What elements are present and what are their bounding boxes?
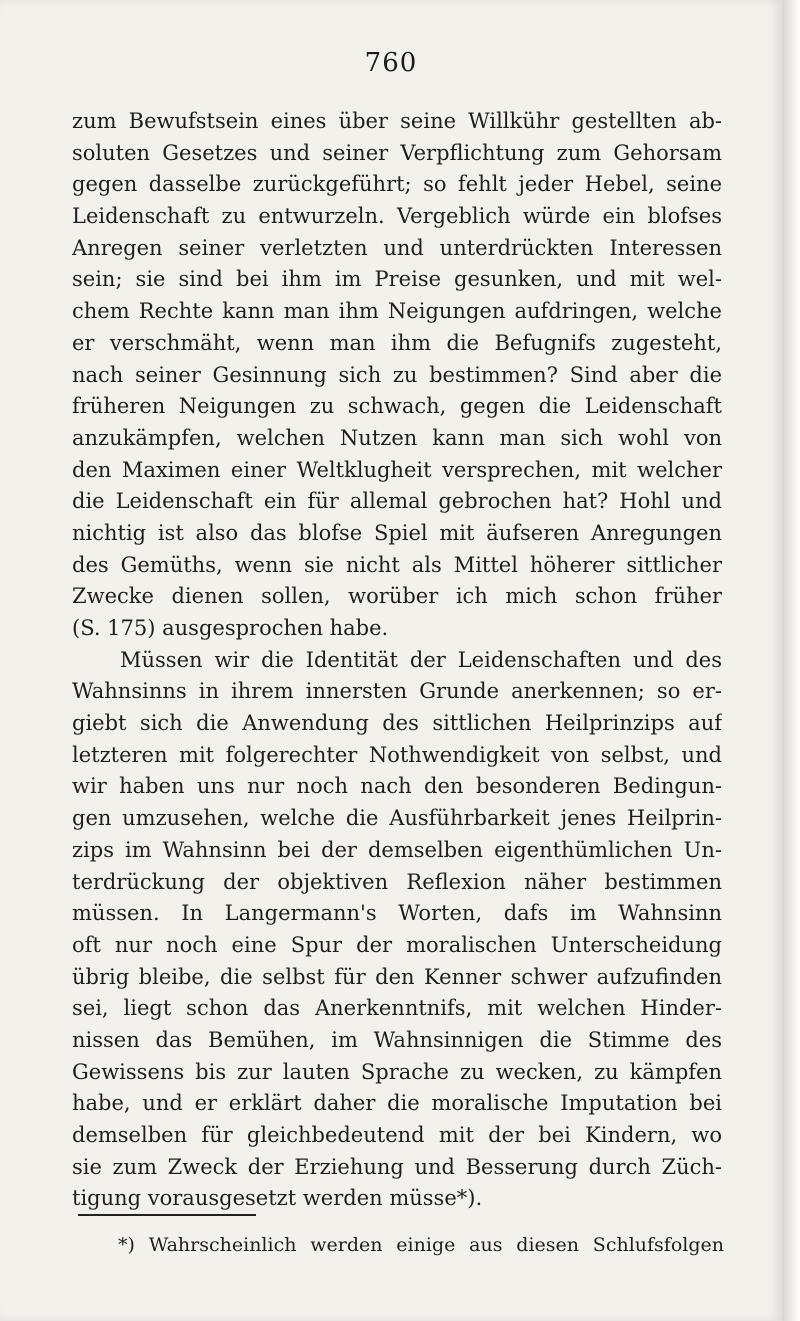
text-line: zum Bewufstsein eines über seine Willkühr gestellten ab-: [72, 109, 722, 133]
text-line: er verschmäht, wenn man ihm die Befugnifs zugesteht,: [72, 330, 722, 355]
text-line: nissen das Bemühen, im Wahnsinnigen die Stimme des: [72, 1027, 722, 1052]
text-line: zips im Wahnsinn bei der demselben eigenthümlichen Un-: [72, 837, 722, 862]
text-line: terdrückung der objektiven Reflexion näher bestimmen: [72, 869, 722, 894]
text-line: übrig bleibe, die selbst für den Kenner schwer aufzufinden: [72, 964, 722, 989]
text-line: den Maximen einer Weltklugheit versprechen, mit welcher: [72, 457, 722, 482]
text-line: soluten Gesetzes und seiner Verpflichtung zum Gehorsam: [72, 140, 722, 165]
footnote: *) Wahrscheinlich werden einige aus diesen Schlufsfolgen: [118, 1234, 724, 1256]
text-line: anzukämpfen, welchen Nutzen kann man sich wohl von: [72, 425, 722, 450]
text-line: demselben für gleichbedeutend mit der bei Kindern, wo: [72, 1123, 722, 1147]
text-line: wir haben uns nur noch nach den besonderen Bedingun-: [72, 774, 722, 799]
text-line: (S. 175) ausgesprochen habe.: [72, 616, 389, 640]
text-line: oft nur noch eine Spur der moralischen Unterscheidung: [72, 932, 722, 957]
text-line: Gewissens bis zur lauten Sprache zu wecken, zu kämpfen: [72, 1059, 722, 1084]
body-text: [72, 106, 722, 1215]
text-line: sei, liegt schon das Anerkenntnifs, mit welchen Hinder-: [72, 996, 722, 1021]
text-line: nichtig ist also das blofse Spiel mit äufseren Anregungen: [72, 520, 722, 545]
text-line: früheren Neigungen zu schwach, gegen die Leidenschaft: [72, 394, 722, 419]
text-line: habe, und er erklärt daher die moralische Imputation bei: [72, 1091, 722, 1116]
text-line: sie zum Zweck der Erziehung und Besserung durch Züch-: [72, 1154, 722, 1179]
text-line: Müssen wir die Identität der Leidenschaften und des: [120, 647, 722, 672]
text-line: giebt sich die Anwendung des sittlichen Heilprinzips auf: [72, 711, 722, 736]
text-line: nach seiner Gesinnung sich zu bestimmen? Sind aber die: [72, 362, 722, 387]
text-line: gegen dasselbe zurückgeführt; so fehlt jeder Hebel, seine: [72, 172, 722, 197]
page-number: 760: [364, 48, 418, 78]
text-line: gen umzusehen, welche die Ausführbarkeit jenes Heilprin-: [72, 806, 722, 831]
text-line: Wahnsinns in ihrem innersten Grunde anerkennen; so er-: [72, 679, 722, 704]
text-line: des Gemüths, wenn sie nicht als Mittel höherer sittlicher: [72, 552, 722, 577]
text-line: die Leidenschaft ein für allemal gebrochen hat? Hohl und: [72, 489, 722, 514]
footnote-divider: [78, 1214, 256, 1216]
page-edge: [782, 0, 800, 1321]
text-line: Zwecke dienen sollen, worüber ich mich schon früher: [72, 584, 722, 609]
text-line: sein; sie sind bei ihm im Preise gesunken, und mit wel-: [72, 267, 722, 292]
text-line: Anregen seiner verletzten und unterdrückten Interessen: [72, 235, 722, 260]
text-line: Leidenschaft zu entwurzeln. Vergeblich würde ein blofses: [72, 204, 722, 229]
text-line: chem Rechte kann man ihm Neigungen aufdringen, welche: [72, 299, 722, 324]
text-line: letzteren mit folgerechter Nothwendigkeit von selbst, und: [72, 742, 722, 767]
text-line: müssen. In Langermann's Worten, dafs im Wahnsinn: [72, 901, 722, 926]
text-line: tigung vorausgesetzt werden müsse*).: [72, 1186, 483, 1211]
